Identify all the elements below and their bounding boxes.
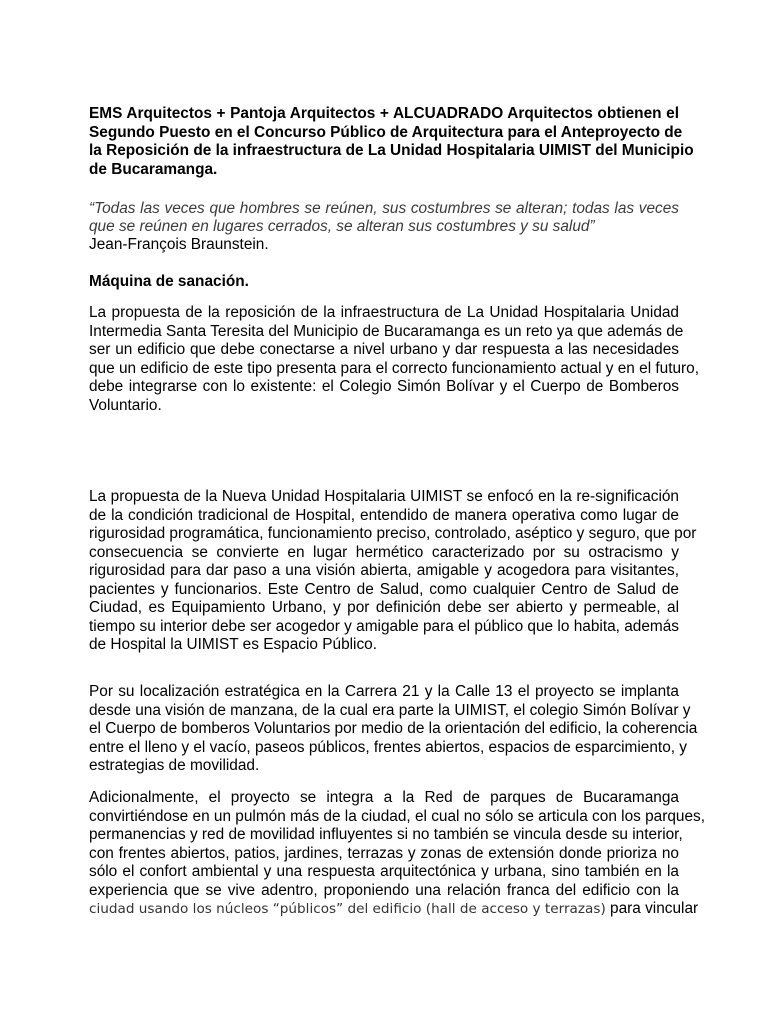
paragraph-line-light-part: ciudad usando los núcleos “públicos” del edificio (hall de acceso y terrazas) xyxy=(89,901,606,917)
paragraph-line: de Hospital la UIMIST es Espacio Público. xyxy=(89,636,377,653)
paragraph-4 xyxy=(89,789,705,919)
paragraph-line: Intermedia Santa Teresita del Municipio de Bucaramanga es un reto ya que además de xyxy=(89,322,684,340)
paragraph-3 xyxy=(89,683,698,776)
paragraph-line: tiempo su interior debe ser acogedor y amigable para el público que lo habita, además xyxy=(89,617,679,635)
paragraph-line: debe integrarse con lo existente: el Colegio Simón Bolívar y el Cuerpo de Bomberos xyxy=(89,378,679,395)
paragraph-line: Adicionalmente, el proyecto se integra a la Red de parques de Bucaramanga xyxy=(89,789,679,806)
quote-author: Jean-François Braunstein. xyxy=(89,236,269,253)
paragraph-line-regular-part: para vincular xyxy=(605,900,699,917)
paragraph-line: permanencias y red de movilidad influyentes si no también se vincula desde su interior, xyxy=(89,826,683,843)
paragraph-line: consecuencia se convierte en lugar hermético caracterizado por su ostracismo y xyxy=(89,543,679,561)
paragraph-line: experiencia que se vive adentro, proponiendo una relación franca del edificio con la xyxy=(89,881,679,899)
paragraph-line: pacientes y funcionarios. Este Centro de Salud, como cualquier Centro de Salud de xyxy=(89,580,679,598)
paragraph-line: que un edificio de este tipo presenta para el correcto funcionamiento actual y en el futuro, xyxy=(89,359,700,377)
paragraph-1 xyxy=(89,304,700,415)
paragraph-line: rigurosidad programática, funcionamiento preciso, controlado, aséptico y seguro, que por xyxy=(89,525,697,542)
paragraph-line: sólo el confort ambiental y una respuesta arquitectónica y urbana, sino también en la xyxy=(89,863,679,880)
paragraph-line xyxy=(89,900,699,919)
title-line: de Bucaramanga. xyxy=(89,160,218,178)
section-heading: Máquina de sanación. xyxy=(89,273,249,290)
paragraph-line: con frentes abiertos, patios, jardines, terrazas y zonas de extensión donde prioriza no xyxy=(89,844,679,862)
paragraph-line: entre el lleno y el vacío, paseos públicos, frentes abiertos, espacios de esparcimiento, y xyxy=(89,738,687,756)
paragraph-line: Por su localización estratégica en la Carrera 21 y la Calle 13 el proyecto se implanta xyxy=(89,683,679,700)
paragraph-line: La propuesta de la reposición de la infraestructura de La Unidad Hospitalaria Unidad xyxy=(89,304,679,321)
paragraph-line: Voluntario. xyxy=(89,396,162,414)
document-title xyxy=(89,105,694,179)
paragraph-2 xyxy=(89,488,697,655)
title-line: la Reposición de la infraestructura de La Unidad Hospitalaria UIMIST del Municipio xyxy=(89,142,694,160)
quote-line: “Todas las veces que hombres se reúnen, sus costumbres se alteran; todas las veces xyxy=(89,200,679,217)
epigraph-quote xyxy=(89,200,679,237)
paragraph-line: rigurosidad para dar paso a una visión abierta, amigable y acogedora para visitantes, xyxy=(89,562,679,579)
paragraph-line: el Cuerpo de bomberos Voluntarios por medio de la orientación del edificio, la coherencia xyxy=(89,720,698,737)
paragraph-line: de la condición tradicional de Hospital, entendido de manera operativa como lugar de xyxy=(89,506,679,524)
title-line: EMS Arquitectos + Pantoja Arquitectos + ALCUADRADO Arquitectos obtienen el xyxy=(89,105,679,122)
paragraph-line: convirtiéndose en un pulmón más de la ciudad, el cual no sólo se articula con los parques, xyxy=(89,807,705,825)
paragraph-line: La propuesta de la Nueva Unidad Hospitalaria UIMIST se enfocó en la re-significación xyxy=(89,488,679,505)
quote-line: que se reúnen en lugares cerrados, se alteran sus costumbres y su salud” xyxy=(89,218,595,236)
paragraph-line: desde una visión de manzana, de la cual era parte la UIMIST, el colegio Simón Bolívar y xyxy=(89,701,691,719)
paragraph-line: ser un edificio que debe conectarse a nivel urbano y dar respuesta a las necesidades xyxy=(89,341,679,358)
title-line: Segundo Puesto en el Concurso Público de Arquitectura para el Anteproyecto de xyxy=(89,123,683,141)
paragraph-line: estrategias de movilidad. xyxy=(89,757,260,774)
paragraph-line: Ciudad, es Equipamiento Urbano, y por definición debe ser abierto y permeable, al xyxy=(89,599,679,616)
